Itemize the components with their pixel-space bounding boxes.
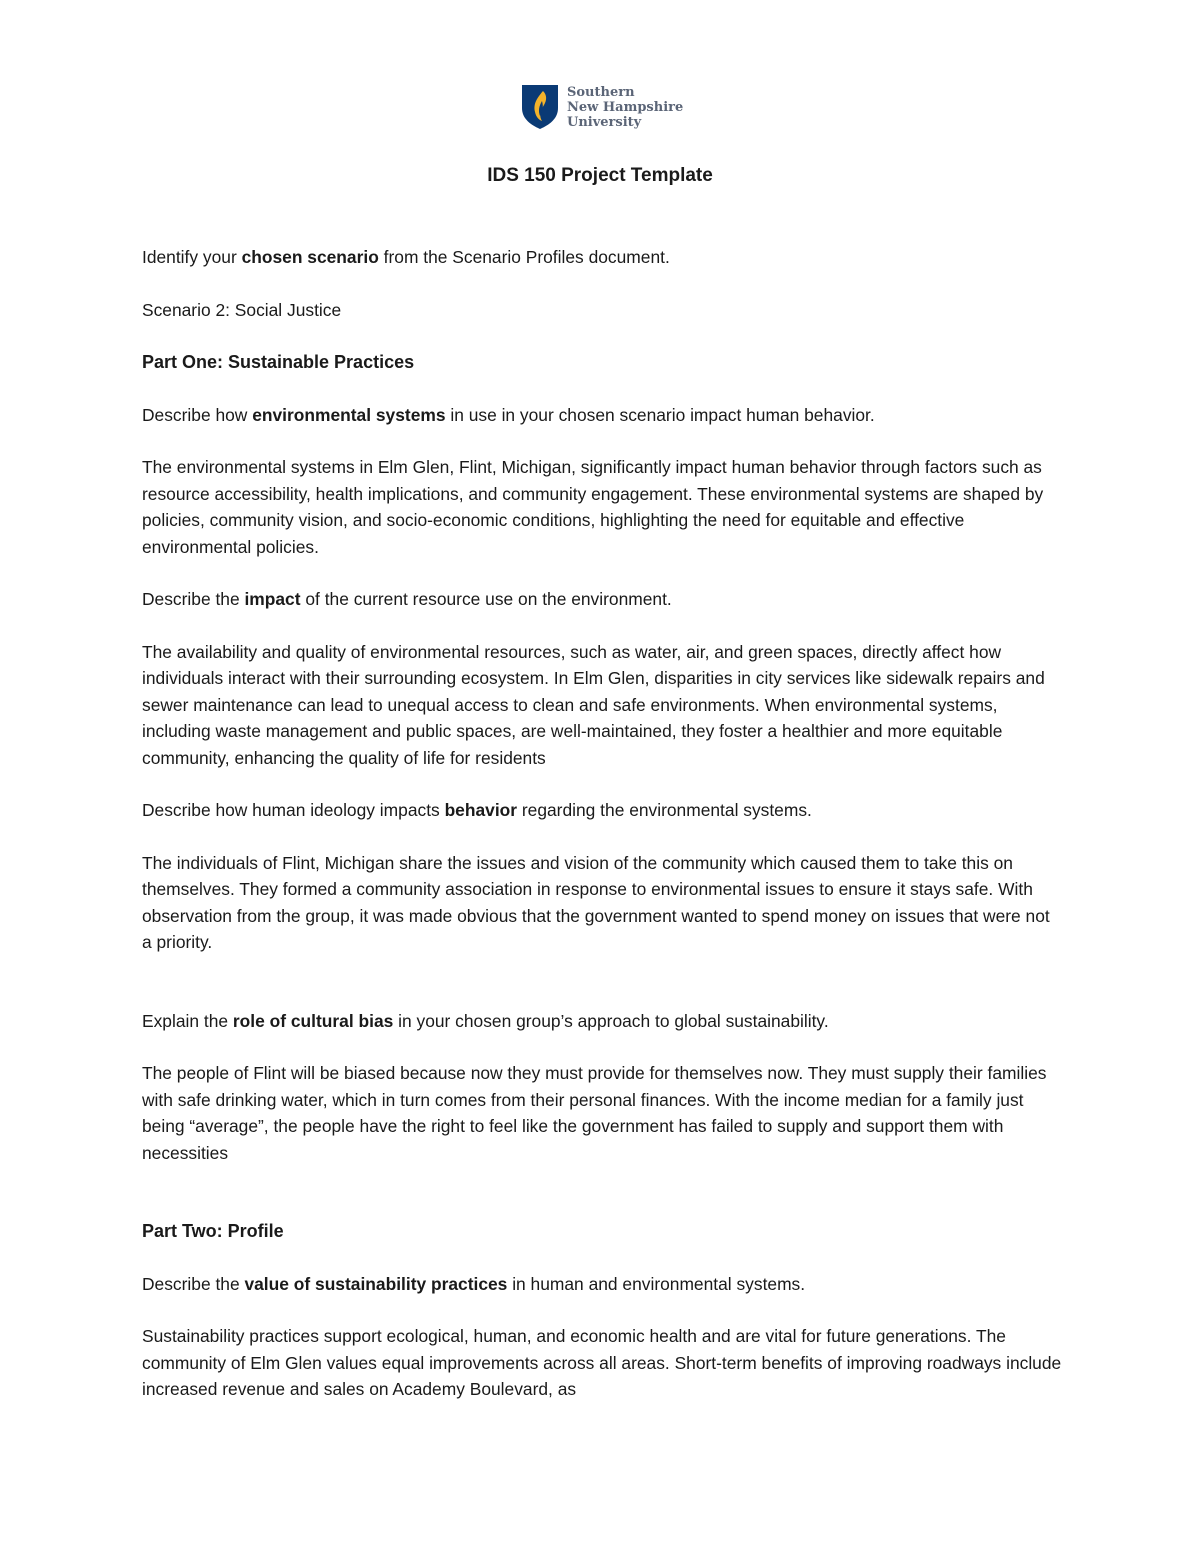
part-one-q1-prompt — [142, 402, 1062, 429]
part-two-q1-prompt — [142, 1271, 1062, 1298]
university-logo — [521, 84, 683, 130]
university-name — [567, 85, 683, 130]
shield-flame-icon — [521, 84, 559, 130]
part-one-q1-answer: The environmental systems in Elm Glen, Flint, Michigan, significantly impact human behavior through factors such as resource accessibility, health implications, and community engagement. These environmental systems are shaped by policies, community vision, and socio-economic conditions, highlighting the need for equitable and effective environmental policies. — [142, 457, 1044, 557]
logo-line-2: New Hampshire — [567, 100, 684, 115]
part-two-q1-answer: Sustainability practices support ecological, human, and economic health and are vital for future generations. The community of Elm Glen values equal improvements across all areas. Short-term benefits of improving roadways include increased revenue and sales on Academy Boulevard, as — [142, 1326, 1062, 1399]
part-one-heading: Part One: Sustainable Practices — [142, 352, 415, 372]
prompt-text: regarding the environmental systems. — [517, 800, 812, 820]
part-one-q2-prompt — [142, 586, 1062, 613]
prompt-keyword: value of sustainability practices — [244, 1273, 508, 1294]
prompt-keyword: behavior — [444, 800, 518, 820]
scenario-answer: Scenario 2: Social Justice — [142, 299, 342, 320]
logo-line-1: Southern — [567, 85, 635, 100]
prompt-text: Explain the — [142, 1010, 233, 1031]
logo-line-3: University — [567, 115, 642, 130]
prompt-keyword: impact — [244, 589, 301, 609]
part-one-q2-answer: The availability and quality of environmental resources, such as water, air, and green spaces, directly affect how individuals interact with their surrounding ecosystem. In Elm Glen, disparities in city services like sidewalk repairs and sewer maintenance can lead to unequal access to clean and safe environments. When environmental systems, including waste management and public spaces, are well-maintained, they foster a healthier and more equitable community, enhancing the quality of life for residents — [142, 641, 1045, 768]
prompt-keyword: role of cultural bias — [232, 1010, 394, 1031]
document-body — [142, 244, 1062, 1403]
prompt-keyword: environmental systems — [252, 404, 446, 425]
part-two-heading: Part Two: Profile — [142, 1221, 284, 1241]
prompt-keyword: chosen scenario — [241, 247, 379, 267]
part-one-q3-prompt — [142, 797, 1062, 824]
prompt-text: in use in your chosen scenario impact human behavior. — [445, 404, 875, 425]
prompt-text: of the current resource use on the environment. — [300, 589, 672, 609]
part-one-q4-prompt — [142, 1008, 1062, 1035]
prompt-text: in your chosen group’s approach to global sustainability. — [393, 1010, 829, 1031]
scenario-prompt — [142, 244, 1062, 271]
prompt-text: Describe how — [142, 404, 253, 425]
part-one-q4-answer: The people of Flint will be biased because now they must provide for themselves now. They must supply their families with safe drinking water, which in turn comes from their personal finances. With the income median for a family just being “average”, the people have the right to feel like the government has failed to supply and support them with necessities — [142, 1063, 1047, 1163]
document-title: IDS 150 Project Template — [487, 165, 713, 186]
part-one-q3-answer: The individuals of Flint, Michigan share the issues and vision of the community which caused them to take this on themselves. They formed a community association in response to environmental issues to ensure it stays safe. With observation from the group, it was made obvious that the government wanted to spend money on issues that were not a priority. — [142, 852, 1050, 952]
prompt-text: Identify your — [142, 247, 242, 267]
prompt-text: Describe how human ideology impacts — [142, 800, 445, 820]
prompt-text: in human and environmental systems. — [507, 1273, 806, 1294]
prompt-text: Describe the — [142, 589, 245, 609]
prompt-text: Describe the — [142, 1273, 245, 1294]
prompt-text: from the Scenario Profiles document. — [378, 247, 670, 267]
